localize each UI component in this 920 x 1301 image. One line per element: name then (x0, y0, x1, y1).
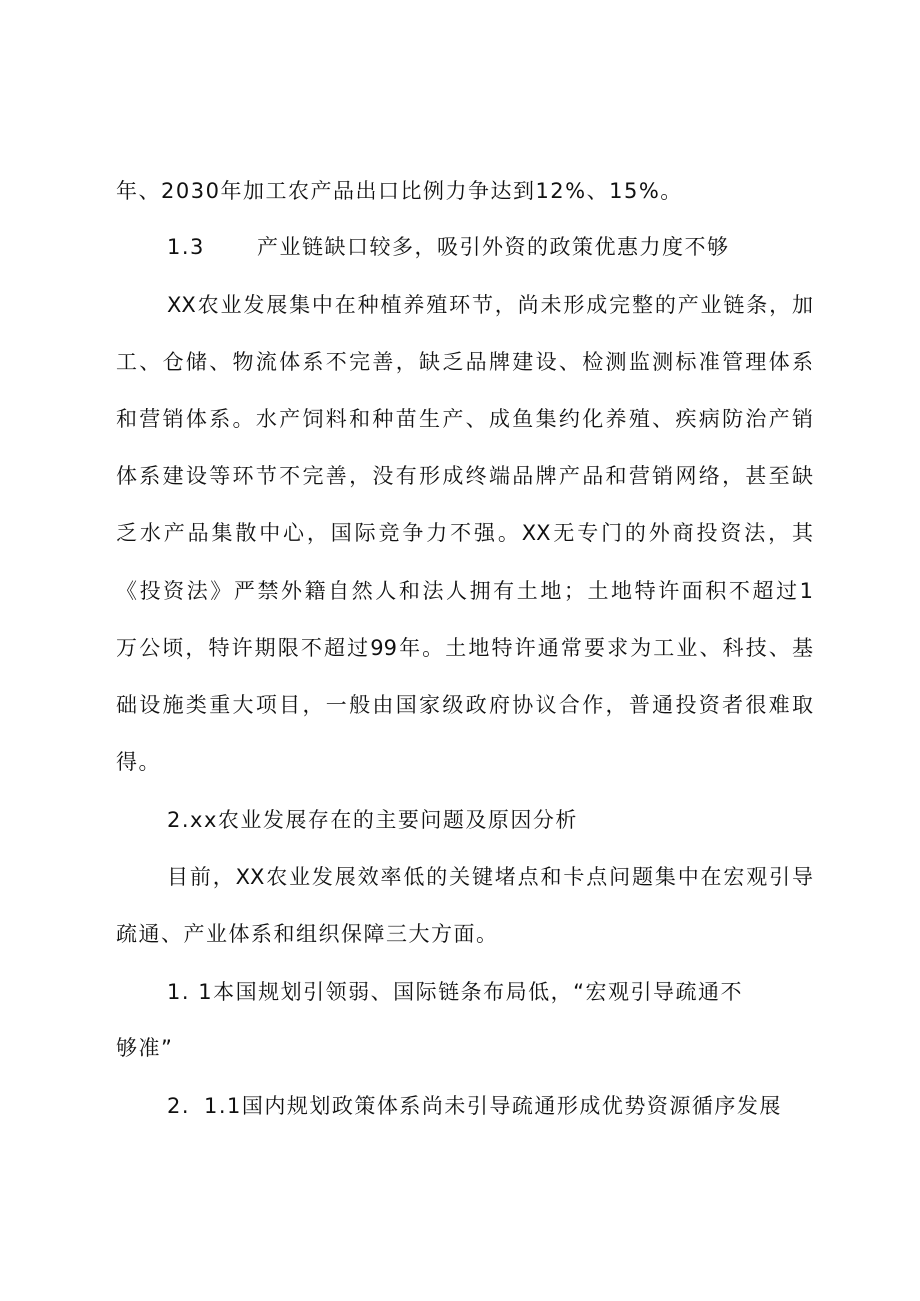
paragraph-line: 工、仓储、物流体系不完善，缺乏品牌建设、检测监测标准管理体系 (116, 350, 813, 374)
paragraph-line: 疏通、产业体系和组织保障三大方面。 (116, 922, 499, 946)
paragraph-line: 乏水产品集散中心，国际竞争力不强。XX无专门的外商投资法，其 (116, 521, 813, 545)
section-heading: 产业链缺口较多，吸引外资的政策优惠力度不够 (257, 235, 730, 259)
paragraph-line: 体系建设等环节不完善，没有形成终端品牌产品和营销网络，甚至缺 (116, 464, 813, 488)
subsection-heading: 1. 1本国规划引领弱、国际链条布局低，“宏观引导疏通不 (167, 980, 743, 1004)
paragraph-line: 础设施类重大项目，一般由国家级政府协议合作，普通投资者很难取 (116, 693, 813, 717)
paragraph-line: 《投资法》严禁外籍自然人和法人拥有土地；土地特许面积不超过1 (116, 579, 813, 603)
subsection-heading: 1.1国内规划政策体系尚未引导疏通形成优势资源循序发展 (204, 1094, 782, 1118)
paragraph-line: 和营销体系。水产饲料和种苗生产、成鱼集约化养殖、疾病防治产销 (116, 407, 813, 431)
paragraph-line: XX农业发展集中在种植养殖环节，尚未形成完整的产业链条，加 (167, 293, 813, 317)
paragraph-line: 得。 (116, 750, 161, 774)
subsection-number: 2. (167, 1094, 191, 1118)
paragraph-line: 万公顷，特许期限不超过99年。土地特许通常要求为工业、科技、基 (116, 636, 813, 660)
section-number: 1.3 (167, 235, 205, 259)
subsection-heading-continued: 够准” (116, 1036, 174, 1060)
section-heading: 2.xx农业发展存在的主要问题及原因分析 (167, 808, 578, 832)
paragraph-line: 年、2030年加工农产品出口比例力争达到12%、15%。 (116, 179, 683, 203)
paragraph-line: 目前，XX农业发展效率低的关键堵点和卡点问题集中在宏观引导 (167, 865, 813, 889)
